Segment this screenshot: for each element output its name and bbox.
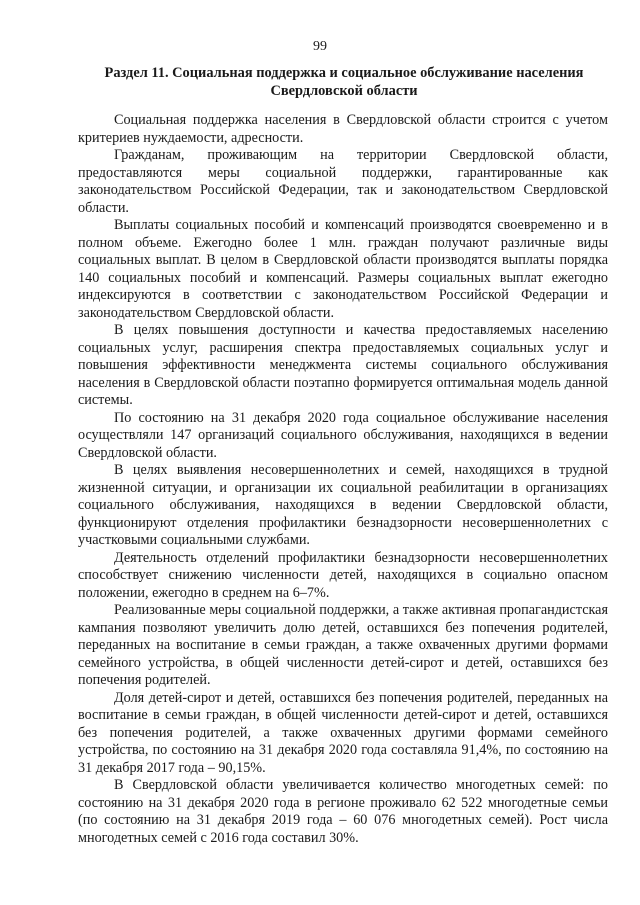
paragraph: Доля детей-сирот и детей, оставшихся без попечения родителей, переданных на воспитание в семьи граждан, в общей численности детей-сирот и детей, оставшихся без попечения родителей, а также охваченных другими формами семейного устройства, по состоянию на 31 декабря 2020 года составляла 91,4%, по состоянию на 31 декабря 2017 года – 90,15%. <box>78 689 608 776</box>
paragraph: В Свердловской области увеличивается количество многодетных семей: по состоянию на 31 декабря 2020 года в регионе проживало 62 522 многодетные семьи (по состоянию на 31 декабря 2019 года – 60 076 многодетных семей). Рост числа многодетных семей с 2016 года составил 30%. <box>78 777 608 846</box>
paragraph: В целях повышения доступности и качества предоставляемых населению социальных услуг, расширения спектра предоставляемых социальных услуг и повышения эффективности менеджмента системы социального обслуживания населения в Свердловской области поэтапно формируется оптимальная модель данной системы. <box>78 322 608 408</box>
page-number: 99 <box>313 39 327 54</box>
section-title: Раздел 11. Социальная поддержка и социальное обслуживание населения Свердловской области <box>104 65 584 99</box>
paragraph: Деятельность отделений профилактики безнадзорности несовершеннолетних способствует снижению численности детей, находящихся в социально опасном положении, ежегодно в среднем на 6–7%. <box>78 549 608 601</box>
paragraph: Реализованные меры социальной поддержки, а также активная пропагандистская кампания позволяют увеличить долю детей, оставшихся без попечения родителей, переданных на воспитание в семьи граждан, а также охваченных другими формами семейного устройства, в общей численности детей-сирот и детей, оставшихся без попечения родителей. <box>78 602 608 688</box>
paragraph: По состоянию на 31 декабря 2020 года социальное обслуживание населения осуществляли 147 организаций социального обслуживания, находящихся в ведении Свердловской области. <box>78 409 608 461</box>
body-text <box>78 112 608 847</box>
paragraph: В целях выявления несовершеннолетних и семей, находящихся в трудной жизненной ситуации, и организации их социальной реабилитации в организациях социального обслуживания, находящихся в ведении Свердловской области, функционируют отделения профилактики безнадзорности несовершеннолетних с участковыми социальными службами. <box>78 462 608 548</box>
paragraph: Гражданам, проживающим на территории Свердловской области, предоставляются меры социальной поддержки, гарантированные как законодательством Российской Федерации, так и законодательством Свердловской области. <box>78 147 608 216</box>
paragraph: Социальная поддержка населения в Свердловской области строится с учетом критериев нуждаемости, адресности. <box>78 112 608 146</box>
paragraph: Выплаты социальных пособий и компенсаций производятся своевременно и в полном объеме. Ежегодно более 1 млн. граждан получают различные виды социальных выплат. В целом в Свердловской области производятся выплаты порядка 140 социальных пособий и компенсаций. Размеры социальных выплат ежегодно индексируются в соответствии с законодательством Российской Федерации и законодательством Свердловской области. <box>78 217 608 321</box>
